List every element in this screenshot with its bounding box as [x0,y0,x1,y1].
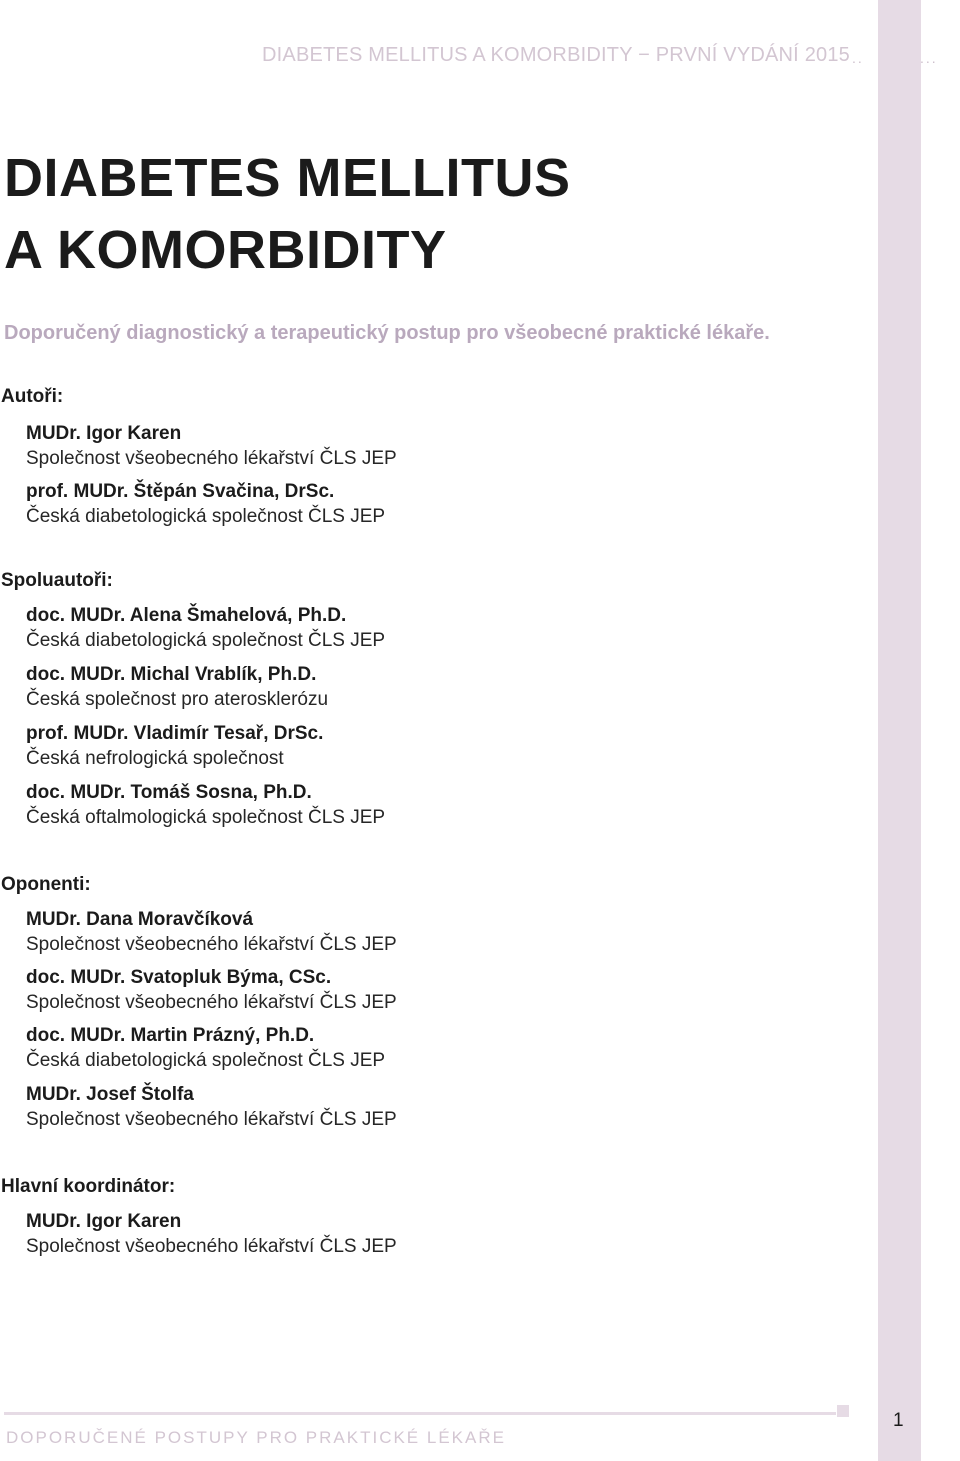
person-name: MUDr. Igor Karen [26,1211,182,1232]
title-line-2: A KOMORBIDITY [4,220,447,280]
person-affiliation: Společnost všeobecného lékařství ČLS JEP [26,1236,397,1257]
document-subtitle: Doporučený diagnostický a terapeutický postup pro všeobecné praktické lékaře. [4,322,770,344]
header-dots-left: .. [852,50,864,66]
running-header: DIABETES MELLITUS A KOMORBIDITY − PRVNÍ VYDÁNÍ 2015 [262,44,850,66]
header-dots-right: ... [920,50,938,66]
person-name: MUDr. Igor Karen [26,423,182,444]
person-affiliation: Společnost všeobecného lékařství ČLS JEP [26,934,397,955]
person-name: prof. MUDr. Vladimír Tesař, DrSc. [26,723,324,744]
person-affiliation: Česká oftalmologická společnost ČLS JEP [26,807,386,828]
author-1 [26,422,397,472]
opponent-2 [26,966,397,1016]
footer-series-title: DOPORUČENÉ POSTUPY PRO PRAKTICKÉ LÉKAŘE [6,1428,506,1447]
side-decorative-bar [878,0,921,1461]
person-affiliation: Česká nefrologická společnost [26,748,284,769]
person-affiliation: Česká diabetologická společnost ČLS JEP [26,1050,386,1071]
person-name: MUDr. Dana Moravčíková [26,909,254,930]
person-affiliation: Společnost všeobecného lékařství ČLS JEP [26,1109,397,1130]
person-name: doc. MUDr. Michal Vrablík, Ph.D. [26,664,317,685]
opponent-3 [26,1024,385,1074]
coauthor-4 [26,781,385,831]
person-name: doc. MUDr. Tomáš Sosna, Ph.D. [26,782,312,803]
footer-divider [4,1412,836,1415]
coordinator-heading: Hlavní koordinátor: [1,1176,176,1197]
opponent-4 [26,1083,397,1133]
coordinator-1 [26,1210,397,1260]
person-affiliation: Společnost všeobecného lékařství ČLS JEP [26,992,397,1013]
person-name: MUDr. Josef Štolfa [26,1084,194,1105]
page-number: 1 [893,1410,904,1431]
opponents-heading: Oponenti: [1,874,91,895]
person-name: doc. MUDr. Martin Prázný, Ph.D. [26,1025,315,1046]
opponent-1 [26,908,397,958]
footer-square-mark [837,1405,849,1417]
document-title [4,142,571,286]
person-affiliation: Česká diabetologická společnost ČLS JEP [26,630,386,651]
person-name: doc. MUDr. Alena Šmahelová, Ph.D. [26,605,347,626]
person-affiliation: Česká diabetologická společnost ČLS JEP [26,506,386,527]
coauthor-1 [26,604,385,654]
person-name: prof. MUDr. Štěpán Svačina, DrSc. [26,481,335,502]
coauthors-heading: Spoluautoři: [1,570,113,591]
coauthor-2 [26,663,328,713]
author-2 [26,480,385,530]
title-line-1: DIABETES MELLITUS [4,148,571,208]
person-affiliation: Společnost všeobecného lékařství ČLS JEP [26,448,397,469]
person-affiliation: Česká společnost pro aterosklerózu [26,689,329,710]
coauthor-3 [26,722,323,772]
person-name: doc. MUDr. Svatopluk Býma, CSc. [26,967,332,988]
authors-heading: Autoři: [1,386,64,407]
